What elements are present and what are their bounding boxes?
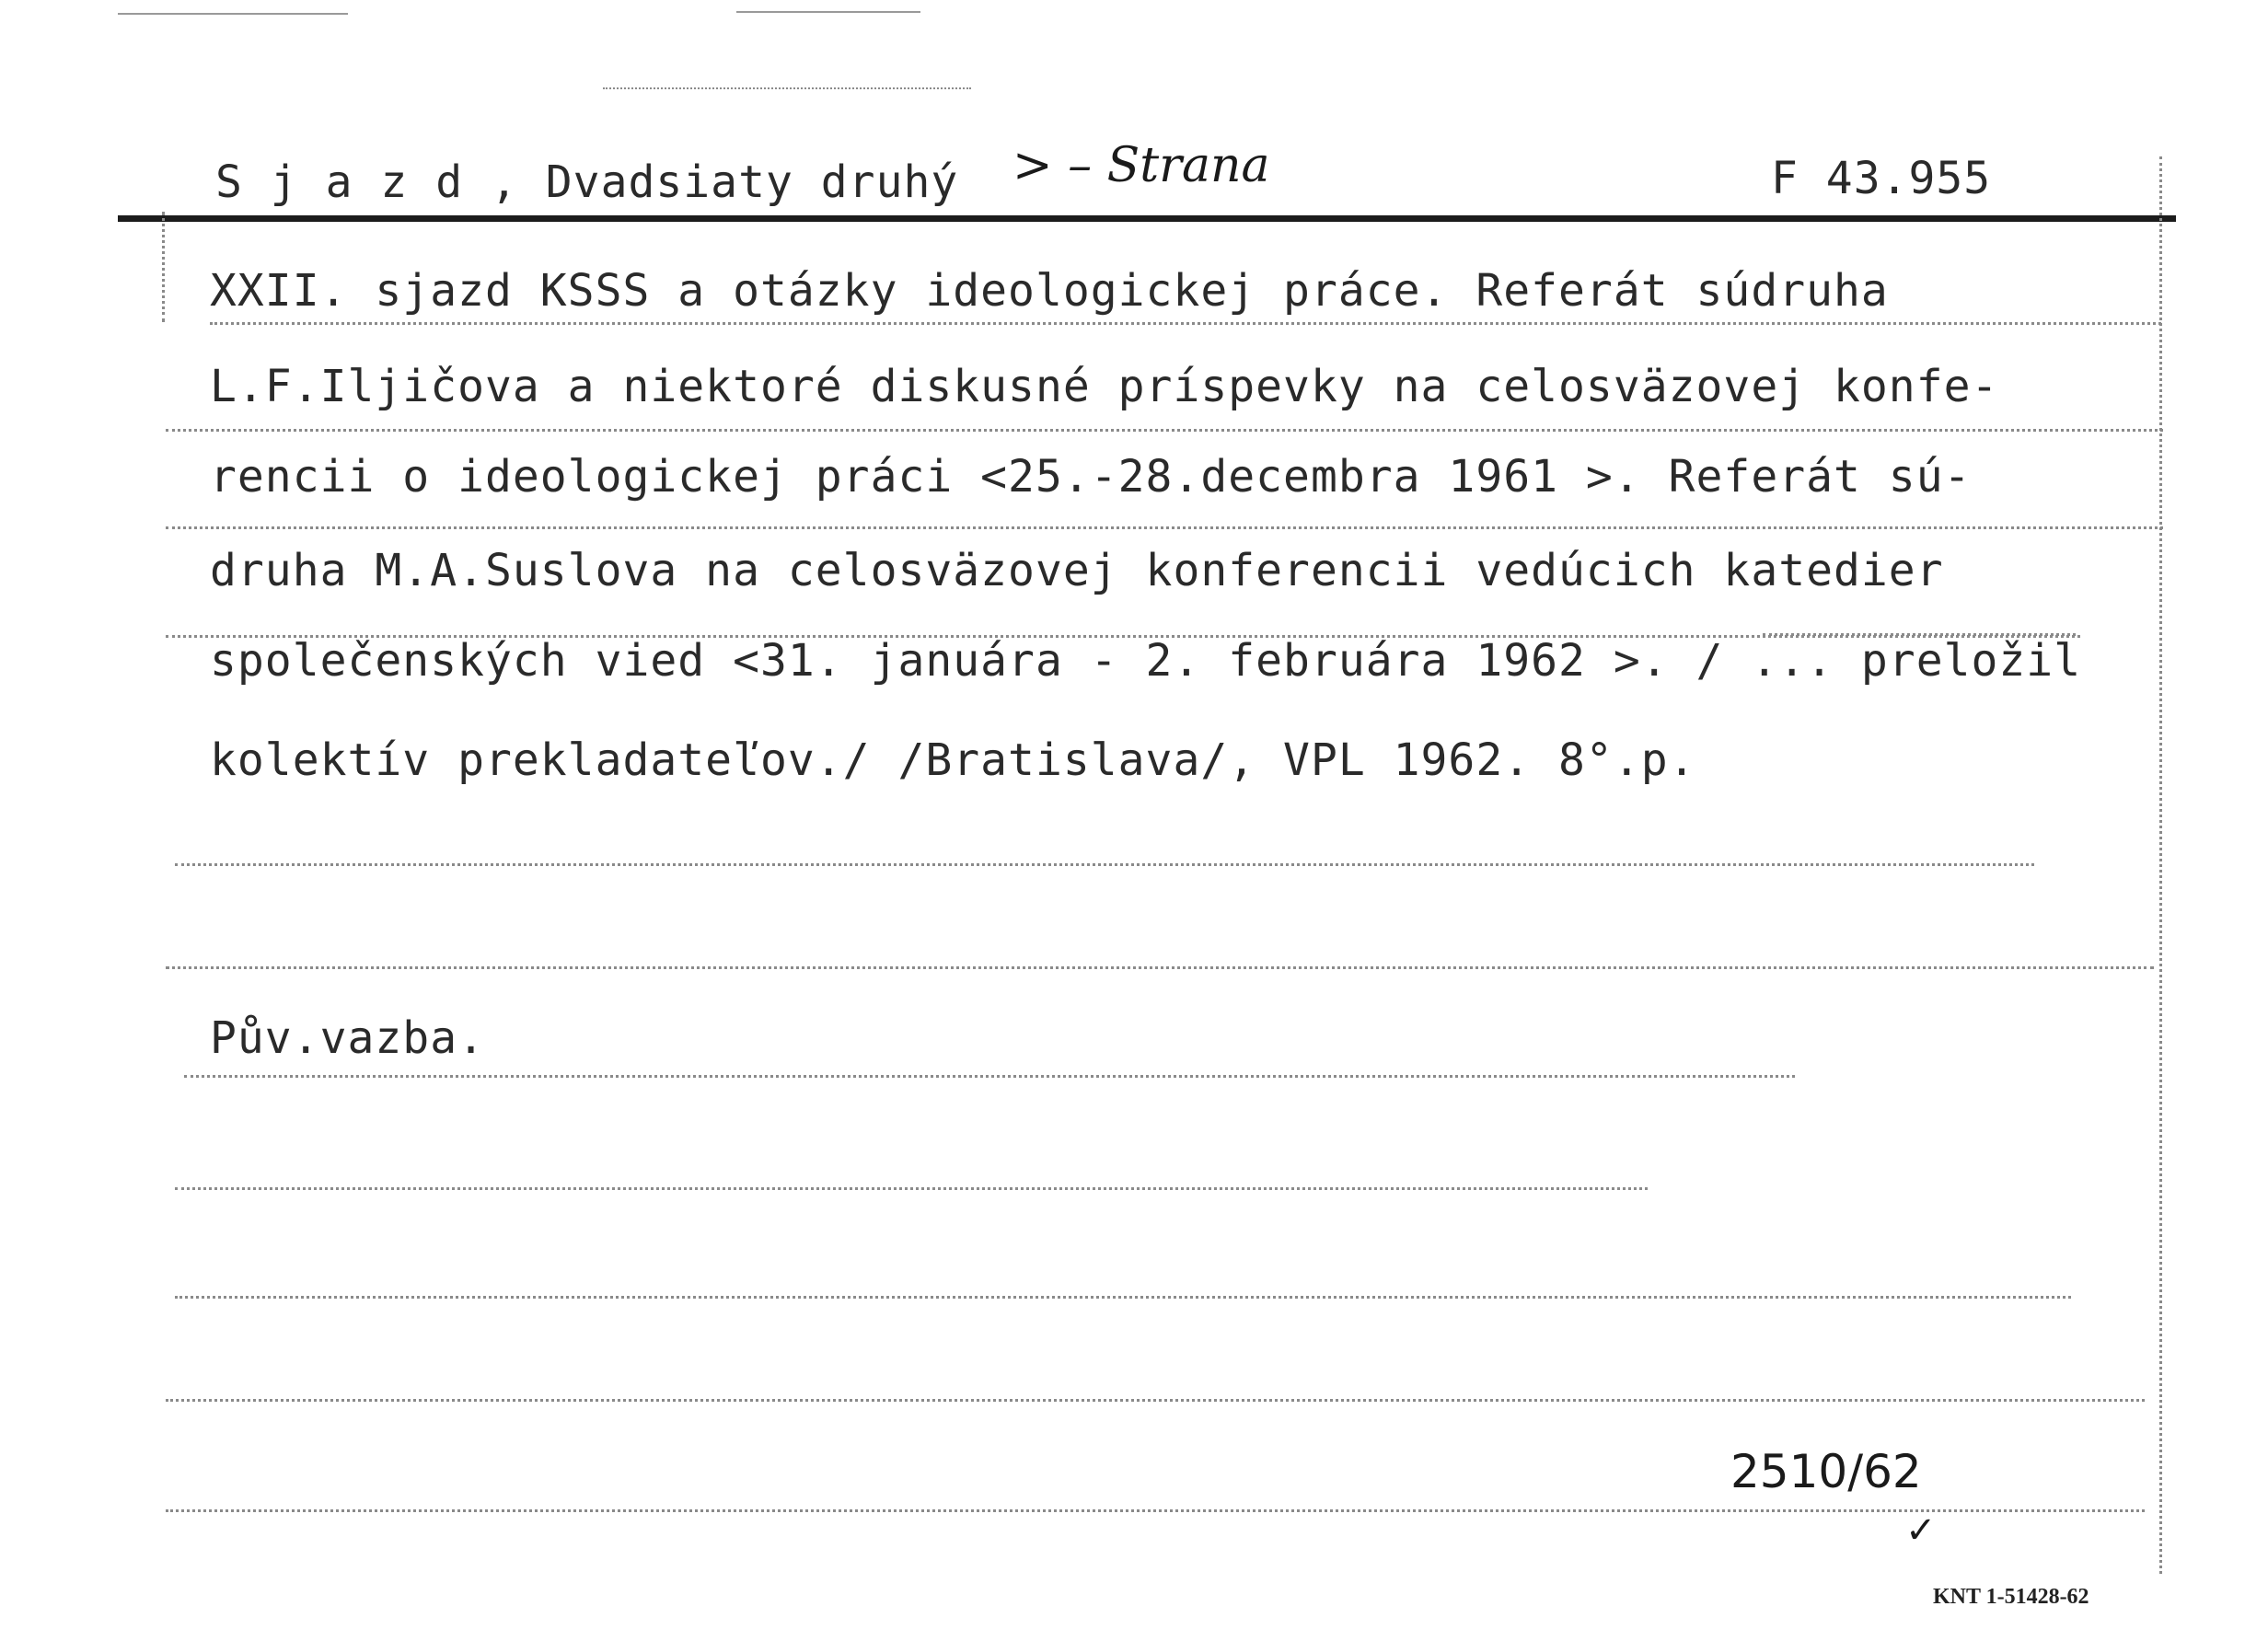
dotted-rule [1763,633,2076,636]
dotted-rule [166,966,2154,969]
top-scrap-line [736,11,920,13]
left-edge-dots [162,212,165,322]
dotted-rule [210,322,2161,325]
body-line-2: L.F.Iljičova a niektoré diskusné príspevky na celosväzovej konfe- [210,361,1999,412]
dotted-rule [166,429,2163,432]
dotted-rule [166,1509,2145,1512]
body-line-6: kolektív prekladateľov./ /Bratislava/, VPL 1962. 8°.p. [210,734,1696,786]
body-line-4: druha M.A.Suslova na celosväzovej konferencii vedúcich katedier [210,545,1944,596]
shelf-signature: F 43.955 [1771,153,1992,204]
top-scrap-line [118,13,348,15]
heading-rule [118,215,2176,222]
dotted-rule [166,526,2163,529]
body-line-3: rencii o ideologickej práci <25.-28.decembra 1961 >. Referát sú- [210,451,1972,503]
dotted-rule [175,1296,2071,1299]
checkmark-icon: ✓ [1905,1509,1937,1552]
printer-mark: KNT 1-51428-62 [1933,1585,2089,1609]
dotted-rule [166,1399,2145,1402]
dotted-rule [175,863,2034,866]
body-line-5: společenských vied <31. januára - 2. februára 1962 >. / ... preložil [210,635,2082,687]
heading-entry: S j a z d , Dvadsiaty druhý [215,156,959,208]
binding-note: Pův.vazba. [210,1012,485,1064]
dotted-rule [175,1187,1648,1190]
heading-handwritten-note: > – Strana [1012,138,1270,193]
dotted-rule [184,1075,1795,1078]
faint-dotted-line [603,87,971,89]
accession-number: 2510/62 [1730,1445,1922,1498]
body-line-1: XXII. sjazd KSSS a otázky ideologickej práce. Referát súdruha [210,265,1889,317]
right-edge-dots [2159,156,2162,1574]
